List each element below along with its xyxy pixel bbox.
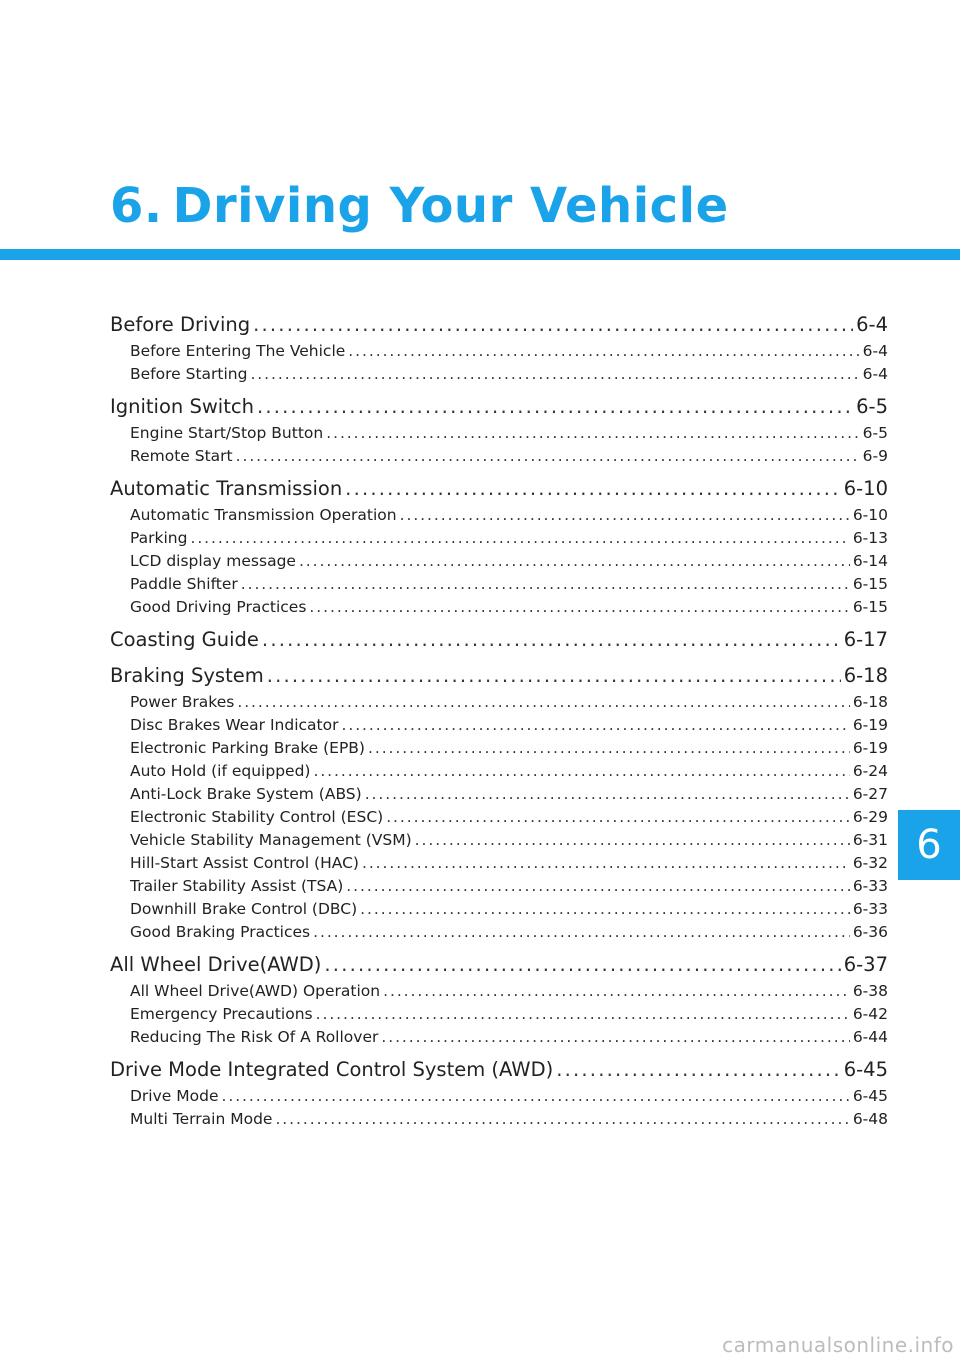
toc-subsection-entry[interactable] (110, 783, 888, 806)
toc-subsection-entry[interactable] (110, 1003, 888, 1026)
toc-subsection-entry-page: 6-14 (852, 552, 888, 570)
toc-section-entry[interactable] (110, 661, 888, 691)
dot-leader (267, 661, 841, 691)
toc-subsection-entry-title: Before Entering The Vehicle (130, 342, 346, 360)
toc-subsection-entry-title: All Wheel Drive(AWD) Operation (130, 982, 381, 1000)
dot-leader (221, 1085, 849, 1108)
toc-subsection-entry[interactable] (110, 422, 888, 445)
toc-subsection-entry[interactable] (110, 363, 888, 386)
toc-subsection-entry-title: Downhill Brake Control (DBC) (130, 900, 358, 918)
toc-subsection-entry-title: LCD display message (130, 552, 296, 570)
toc-subsection-entry-title: Auto Hold (if equipped) (130, 762, 311, 780)
toc-section-entry-page: 6-4 (856, 313, 888, 336)
dot-leader (400, 504, 850, 527)
toc-subsection-entry-page: 6-31 (852, 831, 888, 849)
toc-subsection-entry-title: Remote Start (130, 447, 233, 465)
toc-subsection-entry[interactable] (110, 504, 888, 527)
toc-subsection-entry[interactable] (110, 1108, 888, 1131)
dot-leader (346, 875, 850, 898)
chapter-title-text: Driving Your Vehicle (172, 178, 729, 234)
toc-section-entry[interactable] (110, 392, 888, 422)
toc-subsection-entry[interactable] (110, 875, 888, 898)
dot-leader (313, 760, 849, 783)
toc-section-entry-page: 6-5 (856, 395, 888, 418)
toc-subsection-entry-title: Electronic Parking Brake (EPB) (130, 739, 365, 757)
toc-subsection-entry-page: 6-33 (852, 900, 888, 918)
toc-subsection-entry-page: 6-4 (862, 365, 888, 383)
toc-section (110, 310, 888, 386)
toc-section (110, 661, 888, 944)
toc-subsection-entry[interactable] (110, 898, 888, 921)
toc-subsection-entry-title: Engine Start/Stop Button (130, 424, 324, 442)
dot-leader (241, 573, 850, 596)
dot-leader (383, 980, 850, 1003)
toc-subsection-entry[interactable] (110, 980, 888, 1003)
toc-subsection-entry-title: Electronic Stability Control (ESC) (130, 808, 384, 826)
toc-section-entry-page: 6-17 (843, 628, 888, 651)
chapter-number: 6. (110, 178, 163, 234)
toc-subsection-entry-page: 6-9 (862, 447, 888, 465)
toc-subsection-entry-title: Paddle Shifter (130, 575, 238, 593)
toc-subsection-entry[interactable] (110, 852, 888, 875)
toc-section-entry-page: 6-10 (843, 477, 888, 500)
toc-subsection-entry-page: 6-32 (852, 854, 888, 872)
toc-subsection-entry-title: Anti-Lock Brake System (ABS) (130, 785, 362, 803)
toc-subsection-entry-page: 6-27 (852, 785, 888, 803)
toc-subsection-entry-page: 6-19 (852, 716, 888, 734)
dot-leader (386, 806, 850, 829)
toc-section (110, 474, 888, 619)
dot-leader (253, 310, 853, 340)
toc-subsection-entry-title: Multi Terrain Mode (130, 1110, 273, 1128)
toc-subsection-entry-page: 6-4 (862, 342, 888, 360)
toc-subsection-entry[interactable] (110, 340, 888, 363)
toc-subsection-entry-title: Good Driving Practices (130, 598, 307, 616)
dot-leader (365, 783, 850, 806)
dot-leader (262, 625, 841, 655)
dot-leader (324, 950, 840, 980)
toc-section-entry-title: Before Driving (110, 313, 251, 336)
dot-leader (275, 1108, 849, 1131)
toc-subsection-entry[interactable] (110, 760, 888, 783)
toc-subsection-entry-page: 6-29 (852, 808, 888, 826)
toc-section-entry-page: 6-45 (843, 1058, 888, 1081)
dot-leader (556, 1055, 841, 1085)
toc-subsection-entry-title: Vehicle Stability Management (VSM) (130, 831, 412, 849)
dot-leader (257, 392, 853, 422)
dot-leader (362, 852, 850, 875)
table-of-contents (110, 310, 888, 1131)
watermark: carmanualsonline.info (722, 1333, 954, 1357)
chapter-tab[interactable]: 6 (898, 810, 960, 880)
toc-subsection-entry-page: 6-48 (852, 1110, 888, 1128)
toc-section (110, 392, 888, 468)
dot-leader (190, 527, 849, 550)
toc-subsection-entry[interactable] (110, 1085, 888, 1108)
toc-subsection-entry-page: 6-44 (852, 1028, 888, 1046)
toc-subsection-entry-page: 6-18 (852, 693, 888, 711)
toc-section-entry[interactable] (110, 474, 888, 504)
toc-subsection-entry-page: 6-13 (852, 529, 888, 547)
toc-section-entry[interactable] (110, 950, 888, 980)
toc-subsection-entry[interactable] (110, 806, 888, 829)
toc-subsection-entry[interactable] (110, 829, 888, 852)
toc-subsection-entry-title: Disc Brakes Wear Indicator (130, 716, 339, 734)
dot-leader (381, 1026, 849, 1049)
toc-subsection-entry-title: Parking (130, 529, 188, 547)
toc-section-entry-title: Automatic Transmission (110, 477, 343, 500)
toc-section (110, 625, 888, 655)
toc-subsection-entry[interactable] (110, 445, 888, 468)
toc-section (110, 1055, 888, 1131)
toc-subsection-entry[interactable] (110, 921, 888, 944)
toc-subsection-entry-title: Power Brakes (130, 693, 235, 711)
toc-subsection-entry-page: 6-24 (852, 762, 888, 780)
toc-subsection-entry-title: Reducing The Risk Of A Rollover (130, 1028, 379, 1046)
toc-section-entry-title: Braking System (110, 664, 264, 687)
dot-leader (341, 714, 849, 737)
toc-subsection-entry-page: 6-5 (862, 424, 888, 442)
toc-section-entry-title: Drive Mode Integrated Control System (AWD) (110, 1058, 554, 1081)
toc-subsection-entry-page: 6-19 (852, 739, 888, 757)
toc-subsection-entry[interactable] (110, 596, 888, 619)
dot-leader (345, 474, 841, 504)
toc-subsection-entry-page: 6-42 (852, 1005, 888, 1023)
toc-section-entry[interactable] (110, 1055, 888, 1085)
toc-subsection-entry-title: Good Braking Practices (130, 923, 311, 941)
dot-leader (309, 596, 849, 619)
dot-leader (326, 422, 859, 445)
toc-subsection-entry[interactable] (110, 550, 888, 573)
toc-subsection-entry-page: 6-38 (852, 982, 888, 1000)
dot-leader (313, 921, 850, 944)
dot-leader (250, 363, 859, 386)
toc-subsection-entry-page: 6-15 (852, 575, 888, 593)
toc-subsection-entry-page: 6-45 (852, 1087, 888, 1105)
toc-subsection-entry-page: 6-33 (852, 877, 888, 895)
toc-subsection-entry-title: Trailer Stability Assist (TSA) (130, 877, 344, 895)
toc-section (110, 950, 888, 1049)
chapter-title (110, 176, 729, 236)
toc-subsection-entry-page: 6-10 (852, 506, 888, 524)
toc-subsection-entry-title: Drive Mode (130, 1087, 219, 1105)
dot-leader (236, 445, 860, 468)
toc-subsection-entry-title: Emergency Precautions (130, 1005, 313, 1023)
toc-section-entry[interactable] (110, 310, 888, 340)
dot-leader (299, 550, 850, 573)
dot-leader (415, 829, 850, 852)
toc-subsection-entry[interactable] (110, 573, 888, 596)
toc-subsection-entry-title: Before Starting (130, 365, 248, 383)
toc-section-entry-page: 6-37 (843, 953, 888, 976)
toc-subsection-entry[interactable] (110, 691, 888, 714)
title-rule (0, 249, 960, 260)
toc-section-entry-title: Coasting Guide (110, 628, 259, 651)
toc-subsection-entry[interactable] (110, 737, 888, 760)
toc-subsection-entry-page: 6-15 (852, 598, 888, 616)
toc-subsection-entry[interactable] (110, 1026, 888, 1049)
dot-leader (348, 340, 859, 363)
toc-subsection-entry[interactable] (110, 527, 888, 550)
dot-leader (360, 898, 850, 921)
toc-subsection-entry-title: Automatic Transmission Operation (130, 506, 397, 524)
toc-section-entry-title: All Wheel Drive(AWD) (110, 953, 322, 976)
toc-subsection-entry-page: 6-36 (852, 923, 888, 941)
toc-subsection-entry[interactable] (110, 714, 888, 737)
toc-subsection-entry-title: Hill-Start Assist Control (HAC) (130, 854, 359, 872)
toc-section-entry[interactable] (110, 625, 888, 655)
dot-leader (316, 1003, 850, 1026)
toc-section-entry-page: 6-18 (843, 664, 888, 687)
dot-leader (237, 691, 849, 714)
toc-section-entry-title: Ignition Switch (110, 395, 254, 418)
dot-leader (368, 737, 850, 760)
